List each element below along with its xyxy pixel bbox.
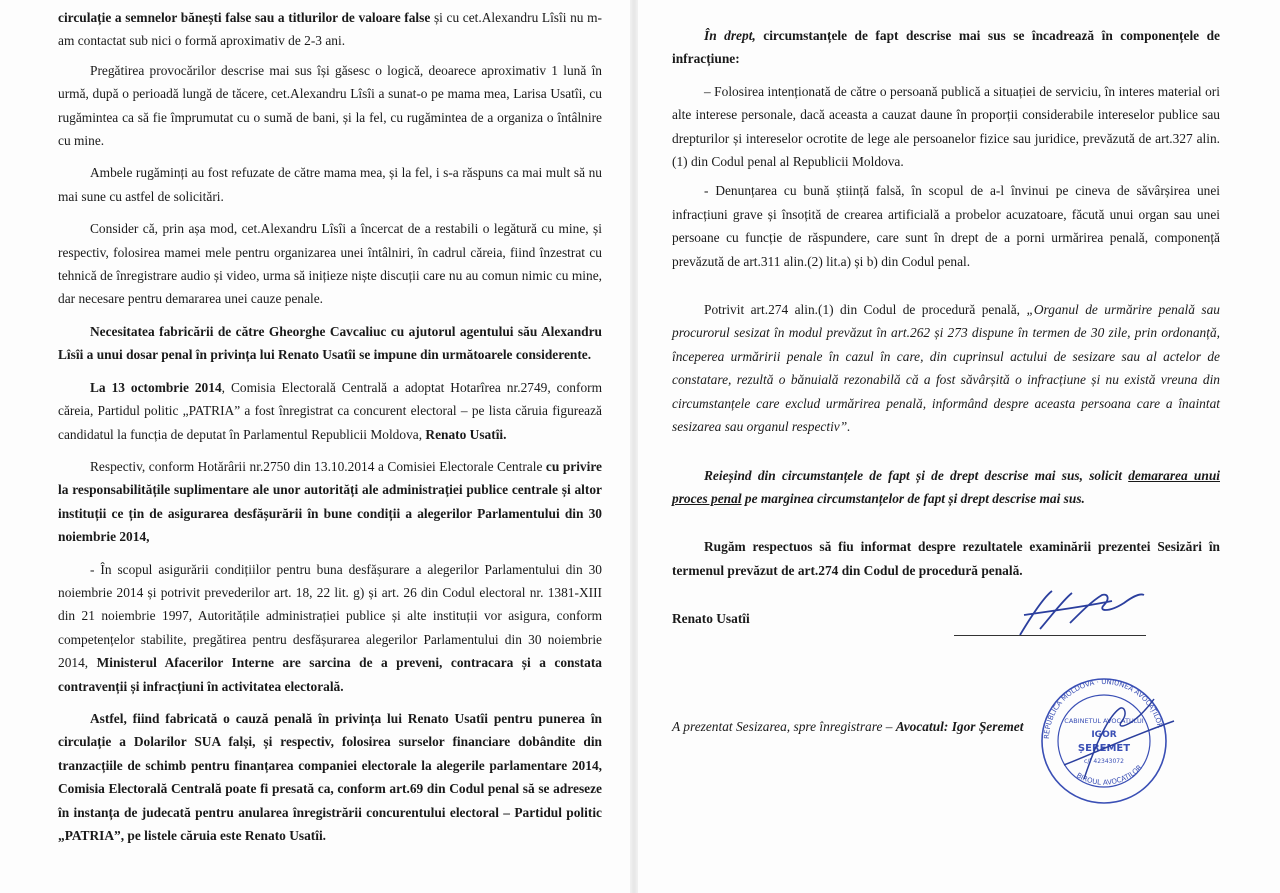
r1-rest: circumstanțele de fapt descrise mai sus se încadrează în componențele de infracțiune: <box>672 28 1220 67</box>
p8-bold: Ministerul Afacerilor Interne are sarcina de a preveni, contracara și a constata contravenții și infracțiuni în activitatea electorală. <box>58 655 602 694</box>
r1-lead: În drept, <box>704 28 756 43</box>
r5-a: Reieșind din circumstanțele de fapt și de drept descrise mai sus, solicit <box>704 467 1129 483</box>
p6-date: La 13 octombrie 2014 <box>90 379 222 395</box>
paragraph-6 <box>58 376 602 446</box>
p1-rest: și cu cet.Alexandru Lîsîi nu m-am contactat sub nici o formă aproximativ de 2-3 ani. <box>58 10 602 49</box>
signature-block <box>672 591 1220 651</box>
right-paragraph-6: Rugăm respectuos să fiu informat despre rezultatele examinării prezentei Sesizări în termenul prevăzut de art.274 din Codul de procedură penală. <box>672 539 1220 578</box>
right-paragraph-5 <box>672 464 1220 511</box>
lawyer-block <box>672 678 1220 801</box>
stamp-center-2: IGOR <box>1091 730 1117 741</box>
lawyer-line <box>672 719 1023 735</box>
p6-name: Renato Usatîi. <box>425 426 507 442</box>
paragraph-7 <box>58 455 602 549</box>
right-paragraph-2: – Folosirea intenționată de către o persoană publică a situației de serviciu, în interes material ori alte interese personale, dacă aceasta a cauzat daune în proporții considerabile intereselor publice sau drepturilor și intereselor ocrotite de lege ale persoanelor fizice sau juridice, prevăzută de art.327 alin.(1) din Codul penal al Republicii Moldova. <box>672 83 1220 170</box>
paragraph-4: Consider că, prin așa mod, cet.Alexandru Lîsîi a încercat de a restabili o legătură cu mine, și respectiv, folosirea mamei mele pentru organizarea unei întâlniri, în cadrul căreia, fiind înzestrat cu tehnică de înregistrare audio și video, urma să inițieze niște discuții care nu au comun nimic cu mine, dar necesare pentru demararea unei cauze penale. <box>58 221 602 307</box>
paragraph-9: Astfel, fiind fabricată o cauză penală în privința lui Renato Usatîi pentru punerea în circulație a Dolarilor SUA falși, și respectiv, folosirea surselor financiare dobândite din tranzacțiile de schimb pentru finanțarea companiei electorale la alegerile parlamentare 2014, Comisia Electorală Centrală poate fi presată ca, conform art.69 din Codul penal să se adreseze în instanța de judecată pentru anularea înregistrării concurentului electoral – Partidul politic „PATRIA”, pe listele căruia este Renato Usatîi. <box>58 710 602 843</box>
spacer <box>672 448 1220 464</box>
signer-name: Renato Usatîi <box>672 611 750 627</box>
lawyer-name: Avocatul: Igor Șeremet <box>895 719 1024 735</box>
left-page <box>0 0 630 893</box>
p6-mid: , Comisia Electorală Centrală a adoptat Hotarîrea nr.2749, conform căreia, Partidul politic „PATRIA” a fost înregistrat ca concurent electoral – pe lista căruia figurează candidatul la funcția de deputat în Parlamentul Republicii Moldova, <box>58 379 603 442</box>
paragraph-5: Necesitatea fabricării de către Gheorghe Cavcaliuc cu ajutorul agentului său Alexandru Lîsîi a unui dosar penal în privința lui Renato Usatîi se impune din următoarele considerente. <box>58 323 602 363</box>
lawyer-stamp-icon <box>1024 669 1194 809</box>
stamp-ring-bottom: BIROUL AVOCAȚILOR <box>1074 763 1144 787</box>
signature-icon <box>1012 585 1152 641</box>
spacer <box>672 282 1220 298</box>
stamp-center-3: ȘEREMET <box>1077 743 1131 755</box>
lawyer-plain: A prezentat Sesizarea, spre înregistrare – <box>672 719 896 735</box>
p1-bold: circulație a semnelor bănești false sau a titlurilor de valoare false <box>58 10 431 25</box>
page-gutter <box>630 0 638 893</box>
stamp-ring-top: REPUBLICA MOLDOVA · UNIUNEA AVOCAȚILOR <box>1042 678 1164 740</box>
r5-underlined: demararea unui proces penal <box>672 467 1220 506</box>
paragraph-2: Pregătirea provocărilor descrise mai sus își găsesc o logică, deoarece aproximativ 1 lună în urmă, după o perioadă lungă de tăcere, cet.Alexandru Lîsîi a sunat-o pe mama mea, Larisa Usatîi, cu rugămintea ca să fie împrumutat cu o sumă de bani, și la fel, cu rugămintea de a organiza o întâlnire cu mine. <box>58 62 602 149</box>
paragraph-1 <box>58 6 602 53</box>
paragraph-3: Ambele rugăminți au fost refuzate de către mama mea, și la fel, i s-a răspuns ca mai mult să nu mai sune cu astfel de solicitări. <box>58 165 602 204</box>
spacer <box>672 519 1220 535</box>
r4-plain: Potrivit art.274 alin.(1) din Codul de procedură penală, <box>704 302 1027 318</box>
right-paragraph-1 <box>672 24 1220 71</box>
p8-plain: - În scopul asigurării condițiilor pentru buna desfășurare a alegerilor Parlamentului din 30 noiembrie 2014 și potrivit prevederilor art. 18, 22 lit. g) și art. 26 din Codul electoral nr. 1381-XIII din 21 noiembrie 1997, Autoritățile administrației publice și alte instituții vor asigura, conform competențelor stabilite, pregătirea pentru desfășurarea alegerilor Parlamentului din 30 noiembrie 2014, <box>58 561 602 671</box>
r5-b: pe marginea circumstanțelor de fapt și drept descrise mai sus. <box>741 490 1085 506</box>
right-page <box>638 0 1280 893</box>
right-paragraph-3: - Denunțarea cu bună știință falsă, în scopul de a-l învinui pe cineva de săvârșirea unei infracțiuni grave și însoțită de crearea artificială a probelor acuzatoare, făcută unui organ sau unei persoane cu funcție de răspundere, care sunt în drept de a porni urmărirea penală, componență prevăzută de art.311 alin.(2) lit.a) și b) din Codul penal. <box>672 183 1220 269</box>
stamp-center-1: CABINETUL AVOCATULUI <box>1064 717 1144 726</box>
p7-plain: Respectiv, conform Hotărârii nr.2750 din 13.10.2014 a Comisiei Electorale Centrale <box>90 458 546 474</box>
paragraph-8 <box>58 558 602 698</box>
p7-bold: cu privire la responsabilitățile suplimentare ale unor autorități ale administrației publice centrale și altor instituții ce țin de asigurarea desfășurării în bune condiții a alegerilor Parlamentului din 30 noiembrie 2014, <box>58 458 602 545</box>
signature-line <box>954 635 1146 636</box>
right-paragraph-4 <box>672 298 1220 438</box>
stamp-center-4: c/f 42343072 <box>1084 758 1124 766</box>
r4-quote: „Organul de urmărire penală sau procurorul sesizat în modul prevăzut în art.262 și 273 dispune în termen de 30 zile, prin ordonanță, începerea urmăririi penale în cazul în care, din cuprinsul actului de sesizare sau al actelor de constatare, rezultă o bănuială rezonabilă că a fost săvârșită o infracțiune și nu există vreuna din circumstanțele care exclud urmărirea penală, informând despre aceasta persoana care a înaintat sesizarea sau organul respectiv”. <box>672 302 1220 435</box>
